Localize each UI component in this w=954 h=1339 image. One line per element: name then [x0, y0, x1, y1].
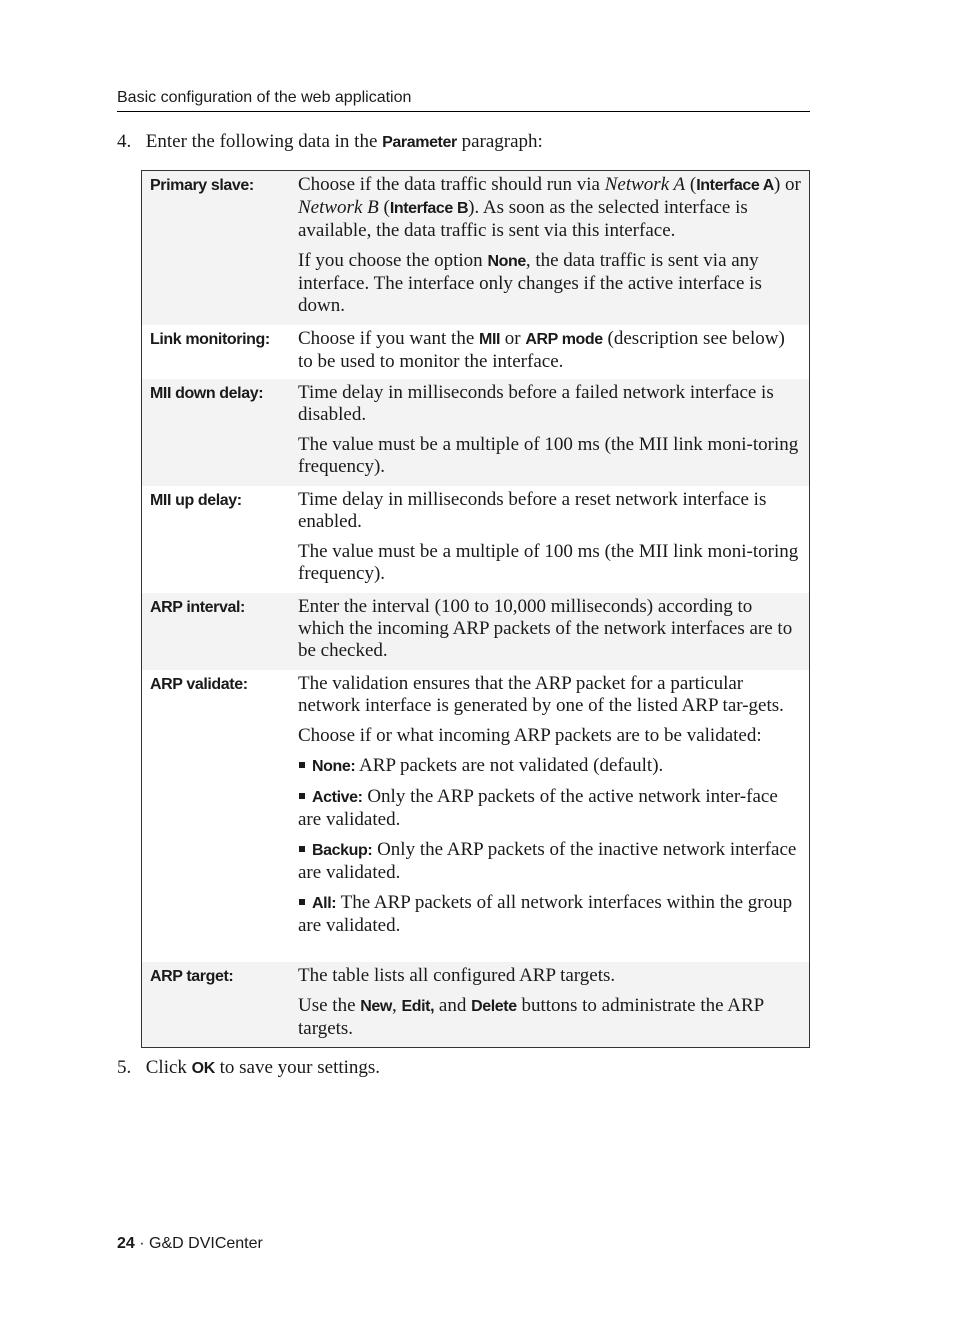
row-label: ARP validate:	[150, 676, 248, 693]
ok-keyword: OK	[191, 1060, 215, 1077]
page-number: 24	[117, 1235, 135, 1252]
row-link-monitoring	[142, 325, 809, 379]
bullet-square-icon	[299, 846, 305, 852]
step-4	[117, 131, 543, 153]
row-arp-target	[142, 962, 809, 1047]
bullet-item: Active: Only the ARP packets of the active network inter-face are validated.	[298, 786, 778, 830]
footer-separator: ·	[139, 1235, 145, 1252]
step-5	[117, 1057, 380, 1079]
bullet-item: Backup: Only the ARP packets of the inactive network interface are validated.	[298, 839, 797, 883]
row-description	[290, 171, 809, 325]
bullet-item: All: The ARP packets of all network interfaces within the group are validated.	[298, 892, 793, 936]
bullet-square-icon	[299, 899, 305, 905]
bullet-item: None: ARP packets are not validated (default).	[298, 755, 801, 778]
row-label: ARP interval:	[150, 599, 245, 616]
row-arp-interval	[142, 593, 809, 670]
row-description	[290, 962, 809, 1047]
row-label: Link monitoring:	[150, 331, 270, 348]
row-description	[290, 379, 809, 486]
row-label: MII down delay:	[150, 385, 264, 402]
row-label: Primary slave:	[150, 177, 254, 194]
product-name: G&D DVICenter	[149, 1235, 263, 1252]
row-mii-up-delay	[142, 486, 809, 593]
row-description	[290, 325, 809, 379]
parameter-table	[141, 170, 810, 1048]
row-description	[290, 486, 809, 593]
page-footer	[117, 1235, 263, 1253]
parameter-keyword: Parameter	[382, 134, 457, 151]
paragraph: Enter the interval (100 to 10,000 milliseconds) according to which the incoming ARP packets of the network interfaces are to be checked.	[298, 596, 793, 661]
paragraph: The value must be a multiple of 100 ms (the MII link moni-toring frequency).	[298, 541, 799, 584]
paragraph: The validation ensures that the ARP packet for a particular network interface is generated by one of the listed ARP tar-gets.	[298, 673, 784, 716]
row-primary-slave	[142, 171, 809, 325]
bullet-square-icon	[299, 762, 305, 768]
paragraph: If you choose the option None, the data traffic is sent via any interface. The interface only changes if the active interface is down.	[298, 250, 762, 316]
paragraph: The value must be a multiple of 100 ms (the MII link moni-toring frequency).	[298, 434, 799, 477]
bullet-square-icon	[299, 793, 305, 799]
row-description	[290, 670, 809, 962]
step-text: to save your settings.	[219, 1057, 381, 1078]
paragraph: Choose if you want the MII or ARP mode (description see below) to be used to monitor the interface.	[298, 328, 785, 372]
row-mii-down-delay	[142, 379, 809, 486]
step-text: Click	[145, 1057, 187, 1078]
step-text: paragraph:	[461, 131, 543, 152]
paragraph: The table lists all configured ARP targets.	[298, 965, 616, 986]
running-header	[117, 89, 810, 112]
step-text: Enter the following data in the	[145, 131, 378, 152]
paragraph: Time delay in milliseconds before a reset network interface is enabled.	[298, 489, 767, 532]
running-title: Basic configuration of the web application	[117, 89, 412, 106]
row-description	[290, 593, 809, 670]
step-number: 4.	[117, 131, 132, 152]
row-label: ARP target:	[150, 968, 234, 985]
step-number: 5.	[117, 1057, 132, 1078]
paragraph: Use the New, Edit, and Delete buttons to administrate the ARP targets.	[298, 995, 764, 1039]
paragraph: Choose if the data traffic should run via Network A (Interface A) or Network B (Interface B). As soon as the selected interface is available, the data traffic is sent via this interface.	[298, 174, 801, 241]
paragraph: Choose if or what incoming ARP packets are to be validated:	[298, 725, 762, 746]
row-label: MII up delay:	[150, 492, 242, 509]
paragraph: Time delay in milliseconds before a failed network interface is disabled.	[298, 382, 774, 425]
row-arp-validate	[142, 670, 809, 962]
